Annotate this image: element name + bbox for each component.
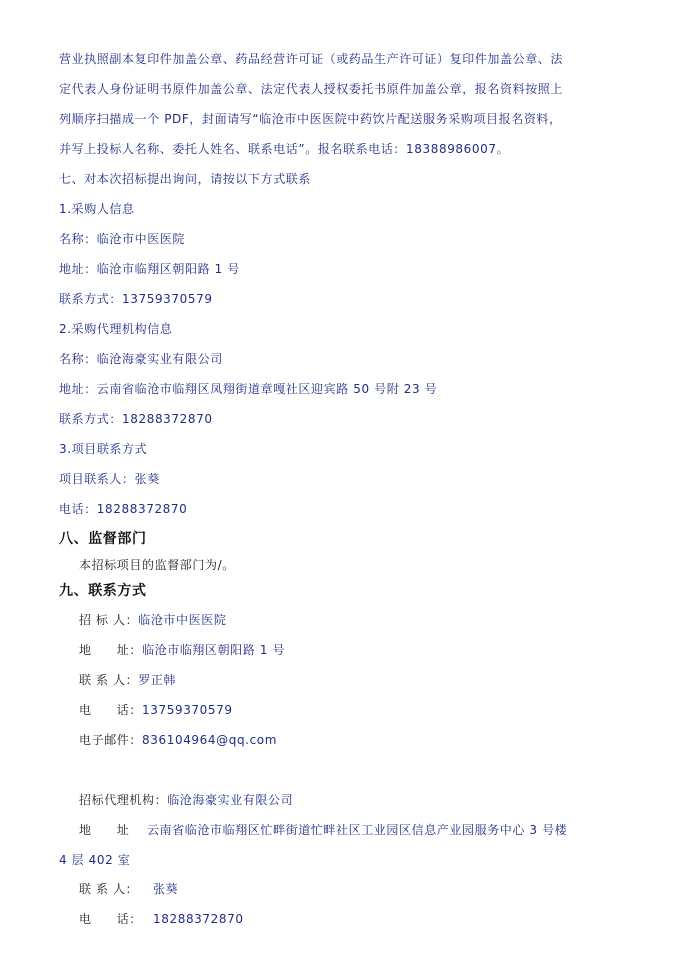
tenderer-address-value: 临沧市临翔区朝阳路 1 号 <box>142 643 286 657</box>
tenderer-phone-value: 13759370579 <box>142 703 233 717</box>
para-line-1: 营业执照副本复印件加盖公章、药品经营许可证（或药品生产许可证）复印件加盖公章、法 <box>59 52 564 66</box>
agent-name: 名称：临沧海豪实业有限公司 <box>59 352 223 366</box>
agency-phone-row <box>79 911 244 927</box>
tenderer-contact-value: 罗正韩 <box>138 673 177 687</box>
project-contact-person: 项目联系人：张葵 <box>59 472 160 486</box>
section-7-title: 七、对本次招标提出询问，请按以下方式联系 <box>59 172 312 186</box>
purchaser-name: 名称：临沧市中医医院 <box>59 232 186 246</box>
agent-phone: 联系方式：18288372870 <box>59 412 213 426</box>
tenderer-row <box>79 612 226 628</box>
tenderer-phone-label: 电 话： <box>79 703 143 717</box>
purchaser-info-title: 1.采购人信息 <box>59 202 135 216</box>
agency-phone-label: 电 话： <box>79 912 143 926</box>
agent-info-title: 2.采购代理机构信息 <box>59 322 173 336</box>
tenderer-contact-label: 联 系 人： <box>79 673 139 687</box>
agency-contact-row <box>79 881 178 897</box>
tenderer-address-row <box>79 642 285 658</box>
supervision-text: 本招标项目的监督部门为/。 <box>79 558 235 572</box>
para-line-2: 定代表人身份证明书原件加盖公章、法定代表人授权委托书原件加盖公章，报名资料按照上 <box>59 82 564 96</box>
tenderer-email-value[interactable]: 836104964@qq.com <box>142 733 278 747</box>
agency-phone-value: 18288372870 <box>153 912 244 926</box>
agency-value: 临沧海豪实业有限公司 <box>167 793 294 807</box>
para-line-3: 列顺序扫描成一个 PDF，封面请写“临沧市中医医院中药饮片配送服务采购项目报名资料， <box>59 112 562 126</box>
section-8-title: 八、监督部门 <box>59 531 147 547</box>
tenderer-email-row <box>79 732 277 748</box>
agency-row <box>79 792 293 808</box>
agency-contact-value: 张葵 <box>153 882 179 896</box>
agency-label: 招标代理机构： <box>79 793 168 807</box>
tenderer-phone-row <box>79 702 233 718</box>
purchaser-address: 地址：临沧市临翔区朝阳路 1 号 <box>59 262 240 276</box>
tenderer-address-label: 地 址： <box>79 643 143 657</box>
tenderer-contact-row <box>79 672 176 688</box>
project-contact-title: 3.项目联系方式 <box>59 442 148 456</box>
agent-address: 地址：云南省临沧市临翔区凤翔街道章嘎社区迎宾路 50 号附 23 号 <box>59 382 438 396</box>
tenderer-email-label: 电子邮件： <box>79 733 143 747</box>
tenderer-label: 招 标 人： <box>79 613 139 627</box>
agency-address-row <box>79 822 567 838</box>
agency-address-value-2: 4 层 402 室 <box>59 853 131 867</box>
agency-contact-label: 联 系 人： <box>79 882 139 896</box>
para-line-4: 并写上投标人名称、委托人姓名、联系电话”。报名联系电话：18388986007。 <box>59 142 510 156</box>
section-9-title: 九、联系方式 <box>59 583 147 599</box>
project-contact-phone: 电话：18288372870 <box>59 502 188 516</box>
purchaser-phone: 联系方式：13759370579 <box>59 292 213 306</box>
tenderer-value: 临沧市中医医院 <box>138 613 227 627</box>
agency-address-value-1: 云南省临沧市临翔区忙畔街道忙畔社区工业园区信息产业园服务中心 3 号楼 <box>147 823 568 837</box>
agency-address-label: 地 址 <box>79 823 130 837</box>
